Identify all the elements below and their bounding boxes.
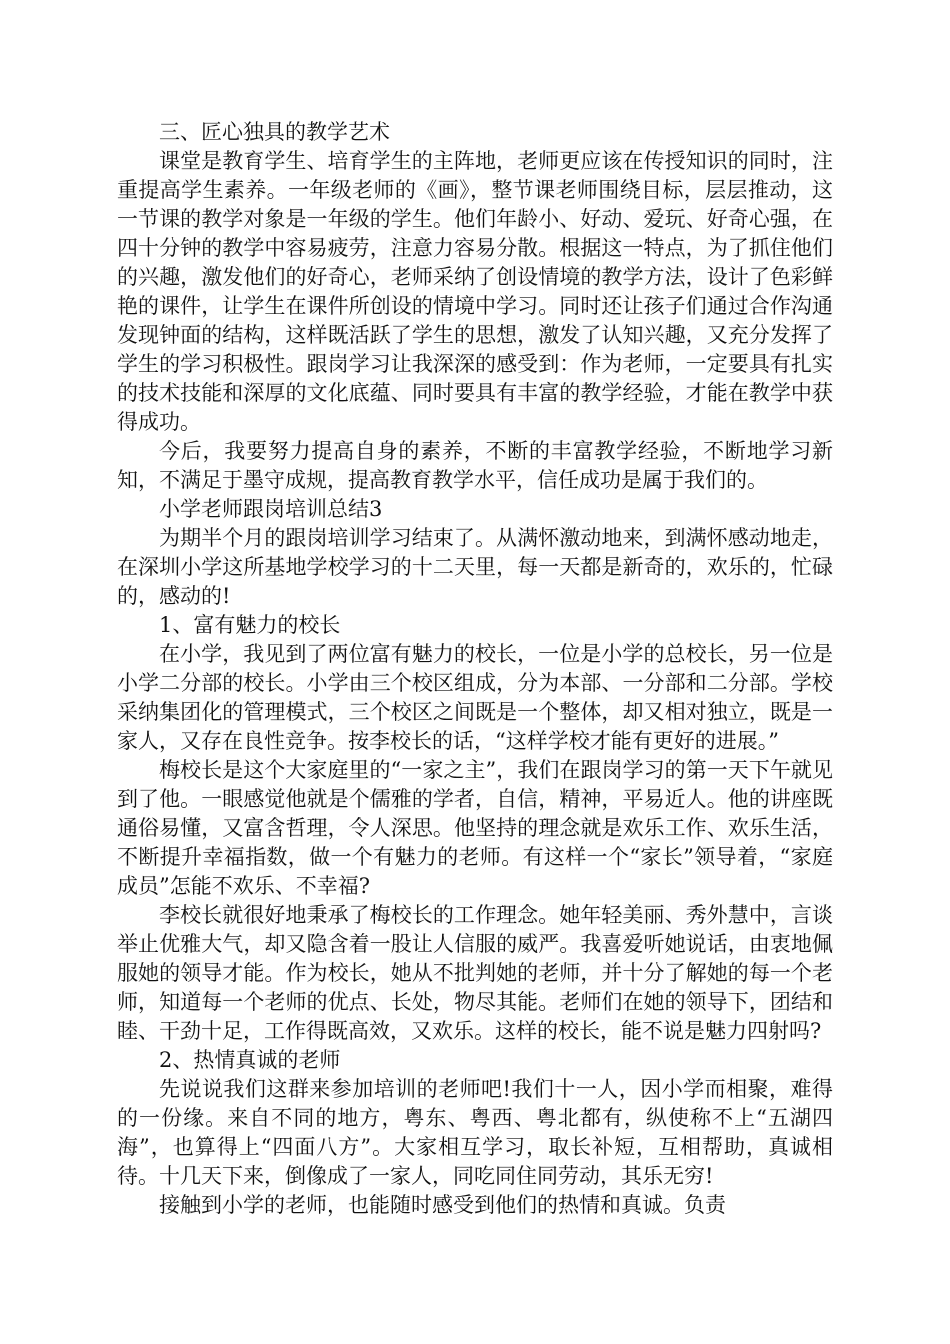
paragraph-trainee-teachers: 先说说我们这群来参加培训的老师吧!我们十一人，因小学而相聚，难得的一份缘。来自不同的地方，粤东、粤西、粤北都有，纵使称不上“五湖四海”，也算得上“四面八方”。大家相互学习，取长补短，互相帮助，真诚相待。十几天下来，倒像成了一家人，同吃同住同劳动，其乐无穷! (117, 1077, 833, 1188)
paragraph-training-end: 为期半个月的跟岗培训学习结束了。从满怀激动地来，到满怀感动地走，在深圳小学这所基地学校学习的十二天里，每一天都是新奇的，欢乐的，忙碌的，感动的! (117, 526, 833, 608)
paragraph-principal-mei: 梅校长是这个大家庭里的“一家之主”，我们在跟岗学习的第一天下午就见到了他。一眼感觉他就是个儒雅的学者，自信，精神，平易近人。他的讲座既通俗易懂，又富含哲理，令人深思。他坚持的理念就是欢乐工作、欢乐生活，不断提升幸福指数，做一个有魅力的老师。有这样一个“家长”领导着，“家庭成员”怎能不欢乐、不幸福? (117, 758, 833, 898)
section-heading-teachers: 2、热情真诚的老师 (159, 1048, 341, 1072)
section-heading-principal: 1、富有魅力的校长 (159, 613, 341, 637)
document-body (117, 118, 833, 1220)
paragraph-future: 今后，我要努力提高自身的素养，不断的丰富教学经验，不断地学习新知，不满足于墨守成规，提高教育教学水平，信任成功是属于我们的。 (117, 439, 833, 492)
paragraph-principal-li: 李校长就很好地秉承了梅校长的工作理念。她年轻美丽、秀外慧中，言谈举止优雅大气，却又隐含着一股让人信服的威严。我喜爱听她说话，由衷地佩服她的领导才能。作为校长，她从不批判她的老师，并十分了解她的每一个老师，知道每一个老师的优点、长处，物尽其能。老师们在她的领导下，团结和睦、干劲十足，工作得既高效，又欢乐。这样的校长，能不说是魅力四射吗? (117, 903, 833, 1043)
paragraph-classroom: 课堂是教育学生、培育学生的主阵地，老师更应该在传授知识的同时，注重提高学生素养。一年级老师的《画》，整节课老师围绕目标，层层推动，这一节课的教学对象是一年级的学生。他们年龄小、好动、爱玩、好奇心强，在四十分钟的教学中容易疲劳，注意力容易分散。根据这一特点，为了抓住他们的兴趣，激发他们的好奇心，老师采纳了创设情境的教学方法，设计了色彩鲜艳的课件，让学生在课件所创设的情境中学习。同时还让孩子们通过合作沟通发现钟面的结构，这样既活跃了学生的思想，激发了认知兴趣，又充分发挥了学生的学习积极性。跟岗学习让我深深的感受到：作为老师，一定要具有扎实的技术技能和深厚的文化底蕴、同时要具有丰富的教学经验，才能在教学中获得成功。 (117, 149, 833, 434)
section-heading-summary-3: 小学老师跟岗培训总结3 (159, 497, 383, 521)
section-heading-teaching-art: 三、匠心独具的教学艺术 (159, 120, 390, 144)
paragraph-school-teachers: 接触到小学的老师，也能随时感受到他们的热情和真诚。负责 (159, 1193, 726, 1217)
paragraph-two-principals: 在小学，我见到了两位富有魅力的校长，一位是小学的总校长，另一位是小学二分部的校长。小学由三个校区组成，分为本部、一分部和二分部。学校采纳集团化的管理模式，三个校区之间既是一个整体，却又相对独立，既是一家人，又存在良性竞争。按李校长的话，“这样学校才能有更好的进展。” (117, 642, 833, 753)
